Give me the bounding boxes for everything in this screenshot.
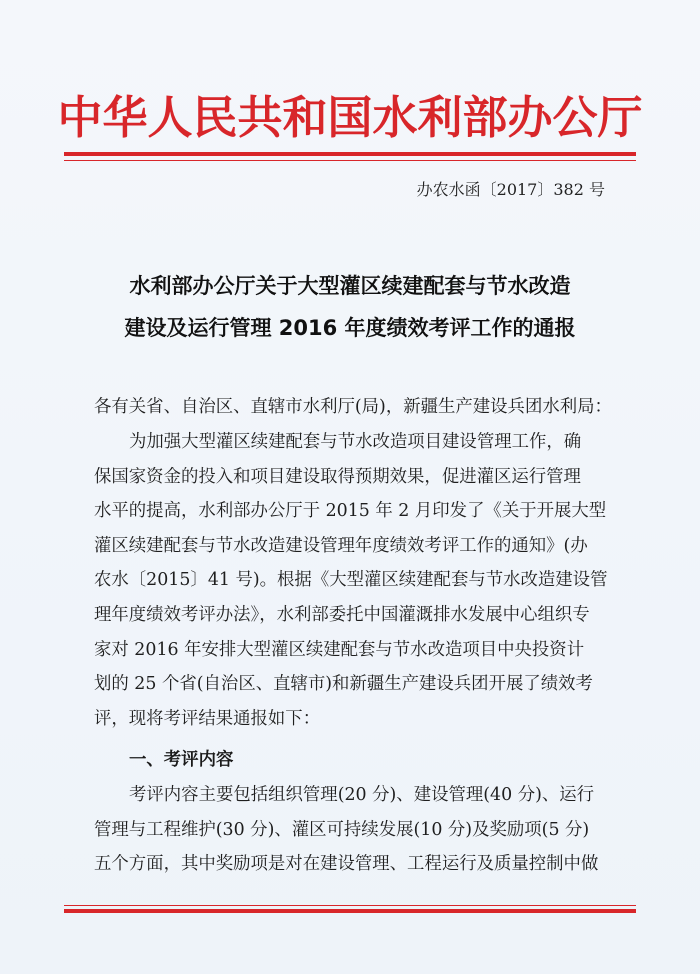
paragraph-line: 五个方面，其中奖励项是对在建设管理、工程运行及质量控制中做 [94,854,599,875]
title-line-2: 建设及运行管理 2016 年度绩效考评工作的通报 [124,316,576,340]
section-heading-1: 一、考评内容 [129,750,234,770]
footer-divider-thin [64,905,636,906]
header-divider-thin [64,160,636,161]
paragraph-line: 为加强大型灌区续建配套与节水改造项目建设管理工作，确 [129,432,582,452]
salutation: 各有关省、自治区、直辖市水利厅(局)，新疆生产建设兵团水利局： [94,397,612,417]
title-line-1: 水利部办公厅关于大型灌区续建配套与节水改造 [129,274,571,298]
paragraph-line: 评，现将考评结果通报如下： [94,708,321,729]
header-divider-thick [64,152,636,156]
paragraph-line: 水平的提高，水利部办公厅于 2015 年 2 月印发了《关于开展大型 [94,501,607,522]
paragraph-line: 管理与工程维护(30 分)、灌区可持续发展(10 分)及奖励项(5 分) [94,819,590,840]
paragraph-1 [94,425,614,736]
paragraph-line: 家对 2016 年安排大型灌区续建配套与节水改造项目中央投资计 [94,639,585,660]
paragraph-2 [94,778,614,882]
paragraph-line: 保国家资金的投入和项目建设取得预期效果，促进灌区运行管理 [94,466,581,487]
issuer-masthead: 中华人民共和国水利部办公厅 [57,91,643,144]
document-title [60,265,640,349]
paragraph-line: 理年度绩效考评办法》，水利部委托中国灌溉排水发展中心组织专 [94,604,590,625]
document-number: 办农水函〔2017〕382 号 [416,180,605,199]
paragraph-line: 划的 25 个省(自治区、直辖市)和新疆生产建设兵团开展了绩效考 [94,674,593,695]
paragraph-line: 灌区续建配套与节水改造建设管理年度绩效考评工作的通知》(办 [94,535,588,556]
paragraph-line: 考评内容主要包括组织管理(20 分)、建设管理(40 分)、运行 [129,785,595,805]
paragraph-line: 农水〔2015〕41 号)。根据《大型灌区续建配套与节水改造建设管 [94,570,608,591]
footer-divider-thick [64,909,636,913]
